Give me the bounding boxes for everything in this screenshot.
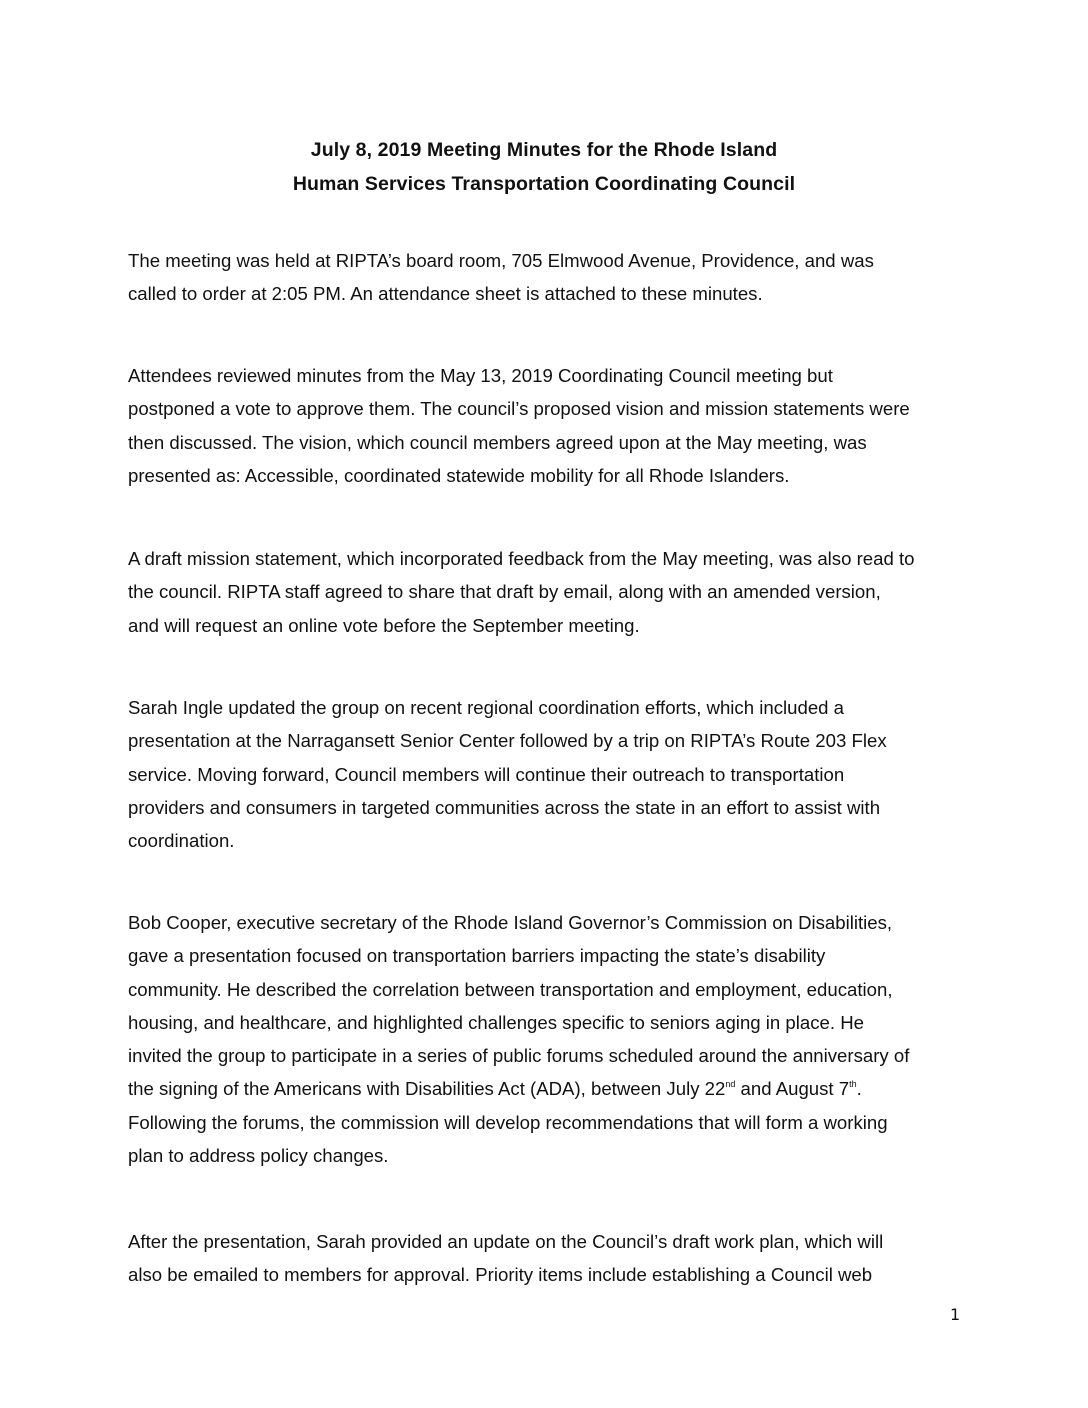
paragraph-line: The meeting was held at RIPTA’s board room, 705 Elmwood Avenue, Providence, and was	[128, 250, 874, 271]
ada-line-text: .	[856, 1078, 862, 1100]
paragraph-line: presented as: Accessible, coordinated statewide mobility for all Rhode Islanders.	[128, 464, 790, 486]
paragraph-line: coordination.	[128, 830, 235, 852]
paragraph-line: and will request an online vote before the September meeting.	[128, 614, 640, 636]
paragraph-line: Sarah Ingle updated the group on recent regional coordination efforts, which included a	[128, 697, 845, 718]
paragraph-mission-statement	[128, 542, 968, 642]
paragraph-line: called to order at 2:05 PM. An attendance sheet is attached to these minutes.	[128, 283, 763, 305]
paragraph-line: service. Moving forward, Council members will continue their outreach to transportation	[128, 763, 845, 785]
paragraph-line: the council. RIPTA staff agreed to share that draft by email, along with an amended version,	[128, 581, 881, 603]
paragraph-line: After the presentation, Sarah provided an update on the Council’s draft work plan, which will	[128, 1231, 884, 1252]
paragraph-line: postponed a vote to approve them. The council’s proposed vision and mission statements were	[128, 398, 910, 420]
paragraph-line: Bob Cooper, executive secretary of the Rhode Island Governor’s Commission on Disabilities,	[128, 912, 893, 933]
paragraph-line: community. He described the correlation between transportation and employment, education,	[128, 978, 893, 1000]
paragraph-line: invited the group to participate in a series of public forums scheduled around the anniversary of	[128, 1045, 910, 1067]
paragraph-line: housing, and healthcare, and highlighted challenges specific to seniors aging in place. He	[128, 1011, 864, 1033]
paragraph-regional-coordination	[128, 691, 968, 857]
document-title-line-2: Human Services Transportation Coordinating Council	[292, 173, 796, 195]
paragraph-meeting-location	[128, 244, 968, 311]
paragraph-line-ada-dates	[128, 1072, 968, 1105]
document-title-line-1: July 8, 2019 Meeting Minutes for the Rhode Island	[310, 139, 778, 161]
paragraph-line: then discussed. The vision, which council members agreed upon at the May meeting, was	[128, 431, 867, 453]
paragraph-line: Following the forums, the commission will develop recommendations that will form a working	[128, 1111, 888, 1133]
paragraph-line: presentation at the Narragansett Senior Center followed by a trip on RIPTA’s Route 203 Flex	[128, 730, 887, 752]
paragraph-minutes-and-vision	[128, 359, 968, 492]
paragraph-line: providers and consumers in targeted communities across the state in an effort to assist with	[128, 796, 881, 818]
ordinal-suffix: th	[849, 1079, 857, 1090]
ada-line-text: and August 7	[735, 1078, 850, 1100]
ada-line-text: the signing of the Americans with Disabilities Act (ADA), between July 22	[128, 1078, 726, 1100]
paragraph-line: gave a presentation focused on transportation barriers impacting the state’s disability	[128, 945, 826, 967]
paragraph-line: plan to address policy changes.	[128, 1145, 389, 1167]
paragraph-line: Attendees reviewed minutes from the May 13, 2019 Coordinating Council meeting but	[128, 365, 833, 386]
paragraph-disability-presentation	[128, 906, 968, 1172]
page-number: 1	[950, 1305, 961, 1324]
paragraph-work-plan	[128, 1225, 968, 1292]
paragraph-line: also be emailed to members for approval. Priority items include establishing a Council web	[128, 1264, 873, 1286]
ordinal-suffix: nd	[725, 1079, 736, 1090]
paragraph-line: A draft mission statement, which incorporated feedback from the May meeting, was also read to	[128, 548, 915, 569]
